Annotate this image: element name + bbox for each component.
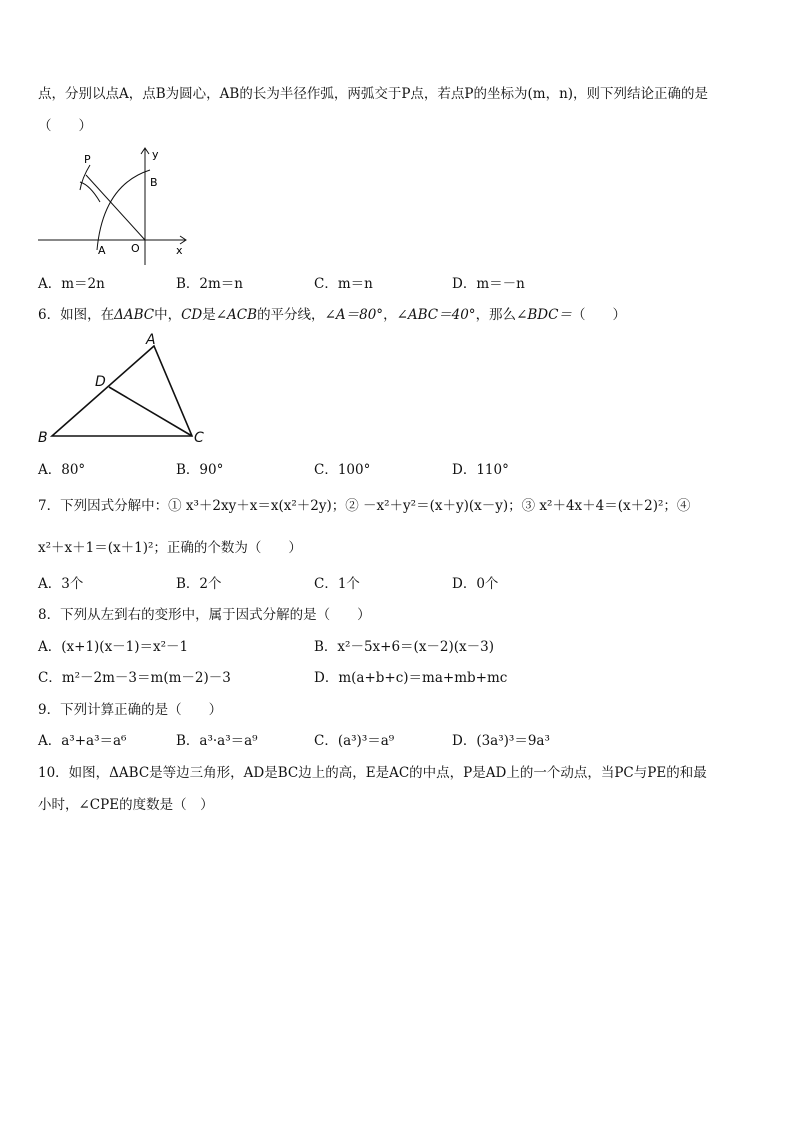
q9-option-d[interactable]: D．(3a³)³＝9a³	[452, 733, 550, 749]
label-b: B	[38, 430, 48, 446]
q8-option-b[interactable]: B．x²－5x+6＝(x－2)(x－3)	[314, 639, 495, 655]
q10-stem-line2: 小时，∠CPE的度数是（ ）	[38, 797, 214, 813]
label-a: A	[146, 332, 156, 348]
segment-cd	[109, 387, 192, 436]
q9-option-c[interactable]: C．(a³)³＝a⁹	[314, 733, 395, 749]
q8-stem: 8．下列从左到右的变形中，属于因式分解的是（ ）	[38, 607, 371, 623]
label-o: O	[131, 242, 140, 255]
q7-option-b[interactable]: B．2个	[176, 576, 222, 592]
q8-option-a[interactable]: A．(x+1)(x－1)＝x²－1	[38, 639, 189, 655]
label-b: B	[150, 176, 158, 189]
label-d: D	[95, 374, 106, 390]
q8-option-c[interactable]: C．m²－2m－3＝m(m－2)－3	[38, 670, 231, 686]
label-y: y	[152, 148, 159, 161]
q5-option-d[interactable]: D．m＝－n	[452, 276, 525, 292]
q9-option-a[interactable]: A．a³+a³＝a⁶	[38, 733, 127, 749]
triangle-abc	[52, 346, 192, 436]
q7-stem-line1: 7．下列因式分解中：① x³＋2xy＋x＝x(x²＋2y)；② －x²＋y²＝(x＋y)(x－y)；③ x²＋4x＋4＝(x＋2)²；④	[38, 498, 691, 514]
q6-stem: 6．如图，在ΔABC中，CD是∠ACB的平分线，∠A＝80°，∠ABC＝40°，那么∠BDC＝（ ）	[38, 307, 626, 323]
q9-stem: 9．下列计算正确的是（ ）	[38, 702, 223, 718]
q7-option-d[interactable]: D．0个	[452, 576, 499, 592]
q6-option-b[interactable]: B．90°	[176, 462, 224, 478]
label-c: C	[194, 430, 204, 446]
q5-stem-line1: 点，分别以点A，点B为圆心，AB的长为半径作弧，两弧交于P点，若点P的坐标为(m，n)，则下列结论正确的是	[38, 86, 709, 102]
q6-option-d[interactable]: D．110°	[452, 462, 509, 478]
q10-stem-line1: 10．如图，ΔABC是等边三角形，AD是BC边上的高，E是AC的中点，P是AD上的一个动点，当PC与PE的和最	[38, 765, 707, 781]
q9-option-b[interactable]: B．a³·a³＝a⁹	[176, 733, 258, 749]
q7-option-a[interactable]: A．3个	[38, 576, 84, 592]
q6-option-a[interactable]: A．80°	[38, 462, 86, 478]
q6-option-c[interactable]: C．100°	[314, 462, 371, 478]
label-x: x	[176, 244, 183, 257]
q5-option-b[interactable]: B．2m＝n	[176, 276, 244, 292]
q7-stem-line2: x²＋x＋1＝(x＋1)²；正确的个数为（ ）	[38, 540, 302, 556]
q5-answer-bracket: （ ）	[38, 118, 92, 134]
q7-option-c[interactable]: C．1个	[314, 576, 360, 592]
q5-option-a[interactable]: A．m＝2n	[38, 276, 105, 292]
q8-option-d[interactable]: D．m(a+b+c)＝ma+mb+mc	[314, 670, 508, 686]
q5-option-c[interactable]: C．m＝n	[314, 276, 373, 292]
label-a: A	[98, 244, 106, 257]
label-p: P	[84, 153, 91, 166]
